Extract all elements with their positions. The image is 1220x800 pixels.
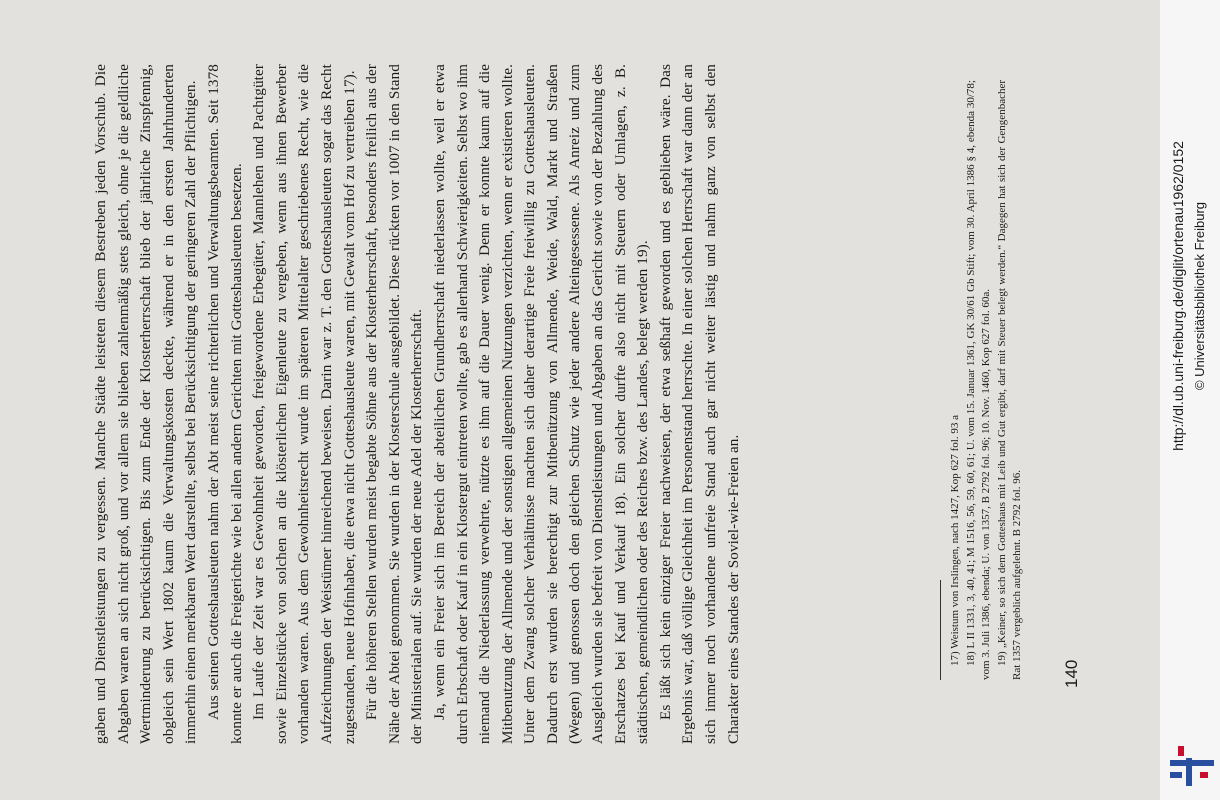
copyright-box [1192, 8, 1210, 584]
page-number: 140 [1062, 659, 1081, 688]
paragraph: Für die höheren Stellen wurden meist begabte Söhne aus der Klosterherrschaft, besonders freilich aus der Nähe der Abtei genommen. Sie wurden in der Klosterschule ausgebildet. Diese rückten vor 1007 in den Stand der Ministerialen auf. Sie wurden der neue Adel der Klosterherrschaft. [363, 64, 426, 744]
footnote: 17) Weistum von Irslingen, nach 1427, Kop 627 fol. 93 a [949, 415, 961, 666]
footnote: 19) „Keiner, so sich dem Gotteshaus mit Leib und Gut ergibt, darf mit Steuer belegt werden.“ Dagegen hat sich der Gengenbacher Rat 1357 vergeblich aufgelehnt. B 2792 fol. 96. [995, 80, 1023, 680]
paragraph: gaben und Dienstleistungen zu vergessen. Manche Städte leisteten diesem Bestreben jeden Vorschub. Die Abgaben waren an sich nicht groß, und vor allem sie blieben zahlenmäßig stets gleich, ohne je die geldliche Wertminderung zu berücksichtigen. Bis zum Ende der Klosterherrschaft blieb der jährliche Zinspfennig, obgleich sein Wert 1802 kaum die Verwaltungskosten deckte, während er in den ersten Jahrhunderten immerhin einen merkbaren Wert darstellte, selbst bei Berücksichtigung der geringeren Zahl der Pflichtigen. [92, 64, 200, 744]
paragraph: Aus seinen Gotteshausleuten nahm der Abt meist seine richterlichen und Verwaltungsbeamten. Seit 1378 konnte er auch die Freigerichte wie bei allen andern Gerichten mit Gotteshausleuten besetzen. [204, 64, 245, 744]
copyright-text: © Universitätsbibliothek Freiburg [1192, 201, 1207, 391]
paragraph: Im Laufe der Zeit war es Gewohnheit geworden, freigewordene Erbegüter, Mannlehen und Pachtgüter sowie Einzelstücke von solchen an die klösterlichen Eigenleute zu vergeben, wenn aus ihnen Bewerber vorhanden waren. Aus dem Gewohnheitsrecht wurde im späteren Mittelalter geschriebenes Recht, wie die Aufzeichnungen der Weistümer hinreichend beweisen. Darin war z. T. den Gotteshausleuten sogar das Recht zugestanden, neue Hofinhaber, die etwa nicht Gotteshausleute waren, mit Gewalt vom Hof zu vertreiben 17). [250, 64, 358, 744]
source-url[interactable]: http://dl.ub.uni-freiburg.de/diglit/ortenau1962/0152 [1170, 141, 1186, 451]
footnote: 18) L II 1331, 3, 40, 41; M 1516, 56, 59, 60, 61; U. vom 15. Januar 1361, GK 30/61 Gb Stift; vom 30. April 1386 § 4, ebenda 30/78; vom 3. Juli 1386, ebenda; U. von 1357, B 2792 fol. 96; 10. Nov. 1460, Kop 627 fol. 60a. [964, 80, 992, 680]
paragraph: Es läßt sich kein einziger Freier nachweisen, der etwa seßhaft geworden und es geblieben wäre. Das Ergebnis war, daß völlige Gleichheit im Personenstand herrschte. In einer solchen Herrschaft war dann der an sich immer noch vorhandene unfreie Stand auch gar nicht weiter lästig und nahm ganz von selbst den Charakter eines Standes der Soviel-wie-Freien an. [656, 64, 742, 744]
rotated-page-content [40, 30, 1080, 790]
library-logo-icon [1170, 744, 1214, 790]
url-box [1170, 8, 1188, 584]
paragraph: Ja, wenn ein Freier sich im Bereich der abteilichen Grundherrschaft niederlassen wollte, weil er etwa durch Erbschaft oder Kauf in ein Klostergut eintreten wollte, gab es allerhand Schwierigkeiten. Selbst wo ihm niemand die Niederlassung verwehrte, nützte es ihm auf die Dauer wenig. Denn er konnte kaum auf die Mitbenutzung der Allmende und der sonstigen allgemeinen Nutzungen verzichten, wenn er existieren wollte. Unter dem Zwang solcher Verhältnisse machten sich daher derartige Freie freiwillig zu Gotteshausleuten. Dadurch erst wurden sie berechtigt zur Mitbenützung von Allmende, Weide, Wald, Markt und Straßen (Wegen) und genossen doch den gleichen Schutz wie jeder andere Alteingesessene. Als Anreiz und zum Ausgleich wurden sie befreit von Dienstleistungen und Abgaben an das Gericht sowie von der Bezahlung des Erschatzes bei Kauf und Verkauf 18). Ein solcher durfte also nicht mit Steuern oder Umlagen, z. B. städtischen, gemeindlichen oder des Reiches bzw. des Landes, belegt werden 19). [430, 64, 652, 744]
sidebar-strip [1160, 0, 1220, 800]
body-text [90, 64, 745, 744]
